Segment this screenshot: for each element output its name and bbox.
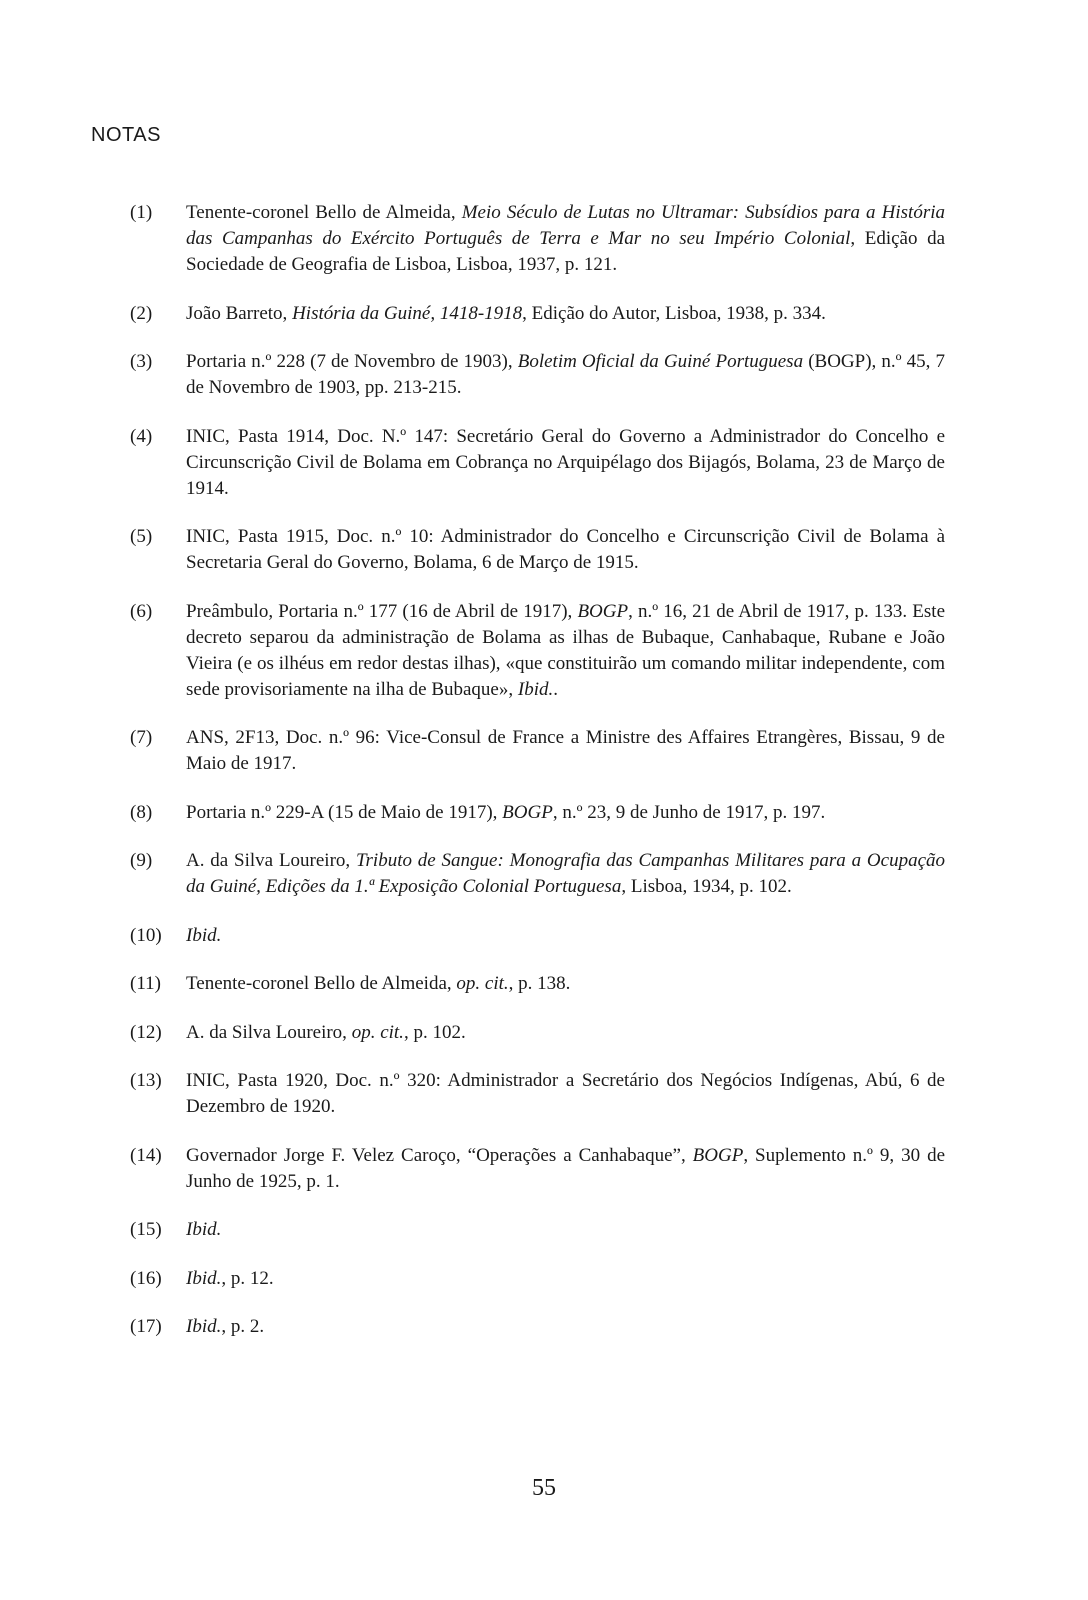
- footnote-number: (6): [130, 600, 153, 622]
- text-segment: Tenente-coronel Bello de Almeida,: [186, 973, 457, 994]
- footnote-number: (17): [130, 1316, 162, 1337]
- footnote-text: [186, 524, 945, 576]
- footnote-number: (11): [130, 973, 161, 994]
- text-segment: , p. 102.: [403, 1021, 466, 1043]
- footnote: [130, 1020, 945, 1046]
- text-segment: ANS, 2F13, Doc. n.º 96: Vice-Consul de France a Ministre des Affaires Etrangères, Bissau, 9 de Maio de 1917.: [186, 727, 945, 774]
- footnote-number: (3): [130, 351, 153, 372]
- footnote-text: [186, 971, 945, 997]
- text-segment: .: [553, 678, 558, 700]
- italic-title: Ibid.: [186, 1267, 222, 1289]
- footnote-text: [186, 599, 945, 703]
- italic-title: Ibid.: [186, 1316, 222, 1337]
- footnote: [130, 1068, 945, 1120]
- text-segment: A. da Silva Loureiro,: [186, 1021, 352, 1043]
- footnote: [130, 971, 945, 997]
- italic-title: Tributo de Sangue: Monografia das Campanhas Militares para a Ocupação da Guiné, Edições da 1.ª Exposição Colonial Portuguesa: [186, 850, 945, 897]
- footnote-text: [186, 1068, 945, 1120]
- footnote: [130, 1217, 945, 1243]
- footnote-number: (9): [130, 850, 153, 871]
- footnote-text: [186, 301, 945, 327]
- text-segment: Preâmbulo, Portaria n.º 177 (16 de Abril de 1917),: [186, 600, 578, 622]
- text-segment: , p. 138.: [508, 973, 571, 994]
- footnote-text: [186, 200, 945, 278]
- footnote: [130, 848, 945, 900]
- text-segment: Tenente-coronel Bello de Almeida,: [186, 202, 462, 223]
- footnote-number: (5): [130, 526, 153, 547]
- footnote: [130, 923, 945, 949]
- text-segment: INIC, Pasta 1914, Doc. N.º 147: Secretário Geral do Governo a Administrador do Concelho e Circunscrição Civil de Bolama em Cobrança no Arquipélago dos Bijagós, Bolama, 23 de Março de 1914.: [186, 425, 945, 499]
- footnote-text: [186, 848, 945, 900]
- text-segment: , Edição do Autor, Lisboa, 1938, p. 334.: [522, 302, 826, 324]
- footnote: [130, 1143, 945, 1195]
- text-segment: , Lisboa, 1934, p. 102.: [621, 876, 792, 897]
- footnote-text: [186, 923, 945, 949]
- text-segment: INIC, Pasta 1915, Doc. n.º 10: Administrador do Concelho e Circunscrição Civil de Bolama à Secretaria Geral do Governo, Bolama, 6 de Março de 1915.: [186, 526, 945, 573]
- footnote-number: (12): [130, 1021, 162, 1043]
- notes-list: [130, 200, 945, 1363]
- footnote-number: (8): [130, 801, 153, 823]
- footnote-number: (16): [130, 1267, 162, 1289]
- footnote-text: [186, 1143, 945, 1195]
- footnote: [130, 1266, 945, 1292]
- text-segment: (BOGP), n.º 45, 7 de Novembro de 1903, pp. 213-215.: [186, 351, 946, 398]
- page-number: 55: [532, 1475, 556, 1501]
- text-segment: , n.º 23, 9 de Junho de 1917, p. 197.: [552, 801, 826, 823]
- footnote: [130, 424, 945, 502]
- text-segment: , Suplemento n.º 9, 30 de Junho de 1925, p. 1.: [186, 1144, 945, 1192]
- footnote-text: [186, 1266, 945, 1292]
- text-segment: , Edição da Sociedade de Geografia de Lisboa, Lisboa, 1937, p. 121.: [186, 228, 945, 275]
- footnote-text: [186, 424, 945, 502]
- footnote: [130, 349, 945, 401]
- footnote-number: (14): [130, 1144, 162, 1166]
- italic-title: op. cit.: [351, 1021, 404, 1043]
- footnote-text: [186, 800, 945, 826]
- footnote: [130, 725, 945, 777]
- footnote-number: (15): [130, 1219, 162, 1240]
- footnote-number: (1): [130, 202, 153, 223]
- text-segment: INIC, Pasta 1920, Doc. n.º 320: Administrador a Secretário dos Negócios Indígenas, Abú, 6 de Dezembro de 1920.: [186, 1070, 945, 1117]
- italic-title: Ibid.: [186, 1219, 222, 1240]
- footnote: [130, 200, 945, 278]
- text-segment: , n.º 16, 21 de Abril de 1917, p. 133. Este decreto separou da administração de Bolama as ilhas de Bubaque, Canhabaque, Rubane e João Vieira (e os ilhéus em redor destas ilhas), «que constituirão um comando militar independente, com sede provisoriamente na ilha de Bubaque»,: [186, 600, 946, 700]
- footnote-text: [186, 1217, 945, 1243]
- italic-title: BOGP: [692, 1144, 744, 1166]
- section-heading: NOTAS: [91, 124, 161, 146]
- footnote-number: (7): [130, 727, 153, 748]
- footnote: [130, 1314, 945, 1340]
- italic-title: BOGP: [502, 801, 553, 823]
- text-segment: Governador Jorge F. Velez Caroço, “Operações a Canhabaque”,: [186, 1144, 693, 1166]
- text-segment: João Barreto,: [186, 302, 293, 324]
- italic-title: Ibid.: [517, 678, 554, 700]
- footnote: [130, 599, 945, 703]
- footnote: [130, 301, 945, 327]
- italic-title: op. cit.: [456, 973, 509, 994]
- italic-title: BOGP: [577, 600, 629, 622]
- footnote-text: [186, 349, 945, 401]
- text-segment: Portaria n.º 228 (7 de Novembro de 1903),: [186, 351, 518, 372]
- footnote-text: [186, 725, 945, 777]
- text-segment: Portaria n.º 229-A (15 de Maio de 1917),: [186, 801, 503, 823]
- italic-title: Meio Século de Lutas no Ultramar: Subsídios para a História das Campanhas do Exército Português de Terra e Mar no seu Império Colonial: [186, 202, 945, 249]
- italic-title: Boletim Oficial da Guiné Portuguesa: [517, 351, 804, 372]
- footnote-number: (13): [130, 1070, 162, 1091]
- footnote-text: [186, 1020, 945, 1046]
- text-segment: , p. 2.: [221, 1316, 265, 1337]
- italic-title: Ibid.: [186, 924, 222, 946]
- footnote-text: [186, 1314, 945, 1340]
- footnote-number: (2): [130, 302, 153, 324]
- footnote: [130, 800, 945, 826]
- footnote-number: (10): [130, 924, 162, 946]
- text-segment: A. da Silva Loureiro,: [186, 850, 356, 871]
- footnote-number: (4): [130, 425, 153, 447]
- footnote: [130, 524, 945, 576]
- italic-title: História da Guiné, 1418-1918: [292, 302, 523, 324]
- text-segment: , p. 12.: [221, 1267, 274, 1289]
